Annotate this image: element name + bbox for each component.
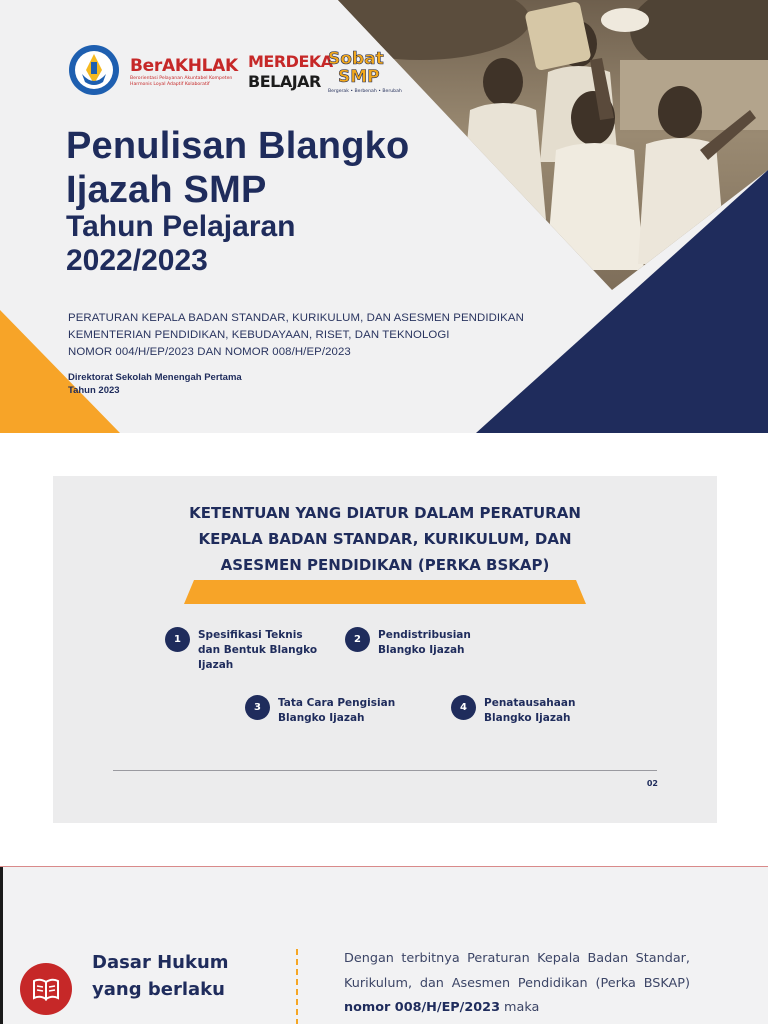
provisions-slide [53,476,717,823]
provision-item-2 [345,627,471,658]
berakhlak-logo [130,56,238,88]
title-line-1: Penulisan Blangko [66,125,410,167]
provision-label-1: Spesifikasi Teknis dan Bentuk Blangko Ijazah [198,629,318,671]
legal-basis-slide [0,866,768,1024]
book-icon-badge [20,963,72,1015]
book-icon [32,977,60,1001]
provision-label-3: Tata Cara Pengisian Blangko Ijazah [278,697,396,724]
regulation-line-2: KEMENTERIAN PENDIDIKAN, KEBUDAYAAN, RISET, DAN TEKNOLOGI [68,329,450,341]
legal-basis-title: Dasar Hukum yang berlaku [92,952,229,1000]
number-badge-1: 1 [165,627,190,652]
number-badge-2: 2 [345,627,370,652]
orange-accent-bar [184,580,586,604]
title-line-2: Ijazah SMP [66,169,267,211]
provisions-heading [53,500,717,578]
subtitle-line-2: 2022/2023 [66,244,208,277]
sobat-word: Sobat [328,49,384,69]
legal-basis-body [344,947,690,1021]
berakhlak-wordmark: BerAKHLAK [130,56,238,76]
number-badge-3: 3 [245,695,270,720]
body-text-part-1: Dengan terbitnya Peraturan Kepala Badan Standar, Kurikulum, dan Asesmen Pendidikan (Perka BSKAP) [344,951,690,991]
sobat-smp-logo [328,50,402,94]
regulation-number: nomor 008/H/EP/2023 [344,1000,500,1015]
regulation-line-1: PERATURAN KEPALA BADAN STANDAR, KURIKULUM, DAN ASESMEN PENDIDIKAN [68,312,524,324]
provision-label-4: Penatausahaan Blangko Ijazah [484,697,576,724]
cover-subtitle [66,210,296,278]
regulation-text [68,310,524,361]
heading-line-1: KETENTUAN YANG DIATUR DALAM PERATURAN [189,504,581,522]
footer-divider [113,770,657,771]
sobat-tagline: Bergerak • Berbenah • Berubah [328,89,402,94]
belajar-word: BELAJAR [248,72,321,91]
provision-label-2: Pendistribusian Blangko Ijazah [378,629,471,656]
number-badge-4: 4 [451,695,476,720]
smp-word: SMP [338,67,380,87]
regulation-line-3: NOMOR 004/H/EP/2023 DAN NOMOR 008/H/EP/2023 [68,346,351,358]
merdeka-word: MERDEKA [248,52,333,71]
directorate-year: Tahun 2023 [68,385,120,396]
subtitle-line-1: Tahun Pelajaran [66,210,296,243]
directorate-info [68,371,242,397]
provision-item-3 [245,695,395,726]
berakhlak-tagline-1: Berorientasi Pelayanan Akuntabel Kompeten [130,76,233,81]
tut-wuri-handayani-logo [68,44,120,96]
merdeka-belajar-logo [248,52,333,92]
cover-slide [0,0,768,433]
directorate-name: Direktorat Sekolah Menengah Pertama [68,372,242,383]
heading-line-3: ASESMEN PENDIDIKAN (PERKA BSKAP) [220,556,550,574]
cover-title [66,124,409,212]
dashed-divider [296,949,298,1024]
provision-item-4 [451,695,575,726]
page-number: 02 [646,779,658,788]
body-text-part-2: maka [499,1000,540,1015]
berakhlak-tagline-2: Harmonis Loyal Adaptif Kolaboratif [130,82,210,87]
slide-edge [0,867,3,1024]
provision-item-1 [165,627,317,673]
heading-line-2: KEPALA BADAN STANDAR, KURIKULUM, DAN [198,530,572,548]
